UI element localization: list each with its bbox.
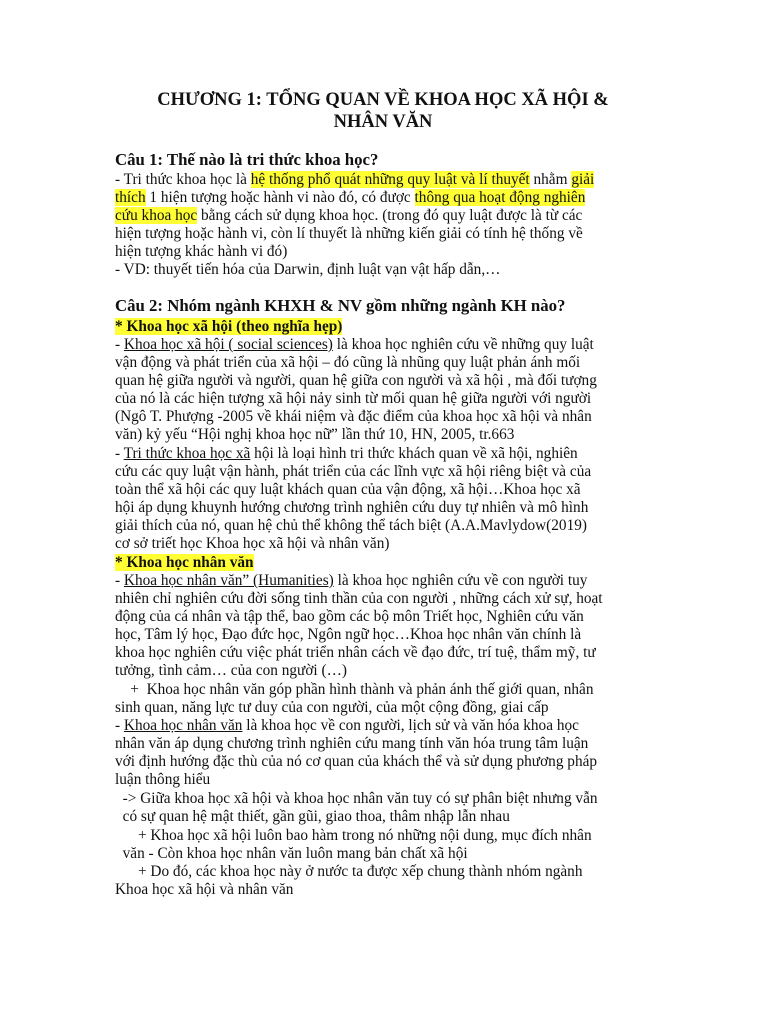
q1-line-4: hiện tượng hoặc hành vi, còn lí thuyết là những kiến giải có tính hệ thống về [115, 225, 583, 242]
p3-line-1: - Khoa học nhân văn” (Humanities) là khoa học nghiên cứu về con người tuy [115, 572, 588, 589]
p1-line-1: - Khoa học xã hội ( social sciences) là khoa học nghiên cứu về những quy luật [115, 336, 594, 353]
p2-line-6: cơ sở triết học Khoa học xã hội và nhân văn) [115, 535, 390, 552]
p5-line-4: luận thông hiểu [115, 771, 211, 788]
highlight-phrase: thích [115, 189, 146, 206]
underlined-term: Khoa học xã hội ( social sciences) [123, 336, 333, 353]
p8-line-1: + Do đó, các khoa học này ở nước ta được xếp chung thành nhóm ngành [115, 863, 583, 880]
p3-line-6: tưởng, tình cảm… của con người (…) [115, 662, 347, 679]
p2-line-3: toàn thể xã hội các quy luật khách quan của vận động, xã hội…Khoa học xã [115, 481, 581, 498]
q1-line-2: thích 1 hiện tượng hoặc hành vi nào đó, có được thông qua hoạt động nghiên [115, 189, 586, 206]
p2-line-2: cứu các quy luật vận hành, phát triển của các lĩnh vực xã hội riêng biệt và của [115, 463, 592, 480]
p4-line-1: + Khoa học nhân văn góp phần hình thành và phản ánh thế giới quan, nhân [115, 681, 594, 698]
p5-line-1: - Khoa học nhân văn là khoa học về con người, lịch sử và văn hóa khoa học [115, 717, 579, 734]
p3-line-4: học, Tâm lý học, Đạo đức học, Ngôn ngữ học…Khoa học nhân văn chính là [115, 626, 582, 643]
p7-line-1: + Khoa học xã hội luôn bao hàm trong nó những nội dung, mục đích nhân [115, 827, 592, 844]
highlight-subheading: * Khoa học xã hội (theo nghĩa hẹp) [115, 318, 343, 335]
chapter-title-line-2: NHÂN VĂN [333, 112, 433, 132]
q1-line-5: hiện tượng khác hành vi đó) [115, 243, 288, 260]
p5-line-2: nhân văn áp dụng chương trình nghiên cứu mang tính văn hóa trung tâm luận [115, 735, 589, 752]
question-2-heading: Câu 2: Nhóm ngành KHXH & NV gồm những ngành KH nào? [115, 296, 566, 315]
chapter-title-line-1: CHƯƠNG 1: TỔNG QUAN VỀ KHOA HỌC XÃ HỘI & [157, 90, 609, 110]
chapter-title [115, 89, 651, 133]
highlight-phrase: hệ thống phổ quát những quy luật và lí thuyết [250, 171, 530, 188]
p1-line-3: quan hệ giữa người và người, quan hệ giữa con người và xã hội , mà đối tượng [115, 372, 597, 389]
p4-line-2: sinh quan, năng lực tư duy của con người, của một cộng đồng, giai cấp [115, 699, 549, 716]
p8-line-2: Khoa học xã hội và nhân văn [115, 881, 294, 898]
p1-line-4: của nó là các hiện tượng xã hội nảy sinh từ mối quan hệ giữa người với người [115, 390, 592, 407]
p3-line-2: nhiên chỉ nghiên cứu đời sống tinh thần của con người , những cách xử sự, hoạt [115, 590, 603, 607]
q1-line-1: - Tri thức khoa học là hệ thống phổ quát những quy luật và lí thuyết nhằm giải [115, 171, 595, 188]
p2-line-5: giải thích của nó, quan hệ chủ thể không thể tách biệt (A.A.Mavlydow(2019) [115, 517, 587, 534]
highlight-phrase: cứu khoa học [115, 207, 198, 224]
q1-line-3: cứu khoa học bằng cách sử dụng khoa học. (trong đó quy luật được là từ các [115, 207, 583, 224]
p3-line-5: khoa học nghiên cứu việc phát triển nhân cách về đạo đức, trí tuệ, thẩm mỹ, tư [115, 644, 596, 661]
p6-line-2: có sự quan hệ mật thiết, gần gũi, giao thoa, thâm nhập lẫn nhau [115, 808, 510, 825]
p7-line-2: văn - Còn khoa học nhân văn luôn mang bản chất xã hội [115, 845, 468, 862]
highlight-phrase: thông qua hoạt động nghiên [414, 189, 586, 206]
question-1-heading: Câu 1: Thế nào là tri thức khoa học? [115, 150, 379, 169]
highlight-subheading: * Khoa học nhân văn [115, 554, 254, 571]
underlined-term: Tri thức khoa học xã [123, 445, 251, 462]
q1-line-6: - VD: thuyết tiến hóa của Darwin, định luật vạn vật hấp dẫn,… [115, 261, 501, 278]
underlined-term: Khoa học nhân văn [123, 717, 243, 734]
p1-line-2: vận động và phát triển của xã hội – đó cũng là nhũng quy luật phản ánh mối [115, 354, 581, 371]
p6-line-1: -> Giữa khoa học xã hội và khoa học nhân văn tuy có sự phân biệt nhưng vẫn [115, 790, 598, 807]
p1-line-6: văn) kỷ yếu “Hội nghị khoa học nữ” lần thứ 10, HN, 2005, tr.663 [115, 426, 515, 443]
p2-line-4: hội áp dụng khuynh hướng chương trình nghiên cứu duy tự nhiên và mô hình [115, 499, 589, 516]
p5-line-3: với định hướng đặc thù của nó cơ quan của khách thể và sử dụng phương pháp [115, 753, 598, 770]
p3-line-3: động của cá nhân và tập thể, bao gồm các bộ môn Triết học, Nghiên cứu văn [115, 608, 584, 625]
section-humanities [115, 554, 651, 572]
p1-line-5: (Ngô T. Phượng -2005 về khái niệm và đặc điểm của khoa học xã hội và nhân [115, 408, 592, 425]
p2-line-1: - Tri thức khoa học xã hội là loại hình tri thức khách quan về xã hội, nghiên [115, 445, 578, 462]
highlight-phrase: giải [571, 171, 595, 188]
underlined-term: Khoa học nhân văn” (Humanities) [123, 572, 334, 589]
section-social-sciences [115, 318, 651, 336]
